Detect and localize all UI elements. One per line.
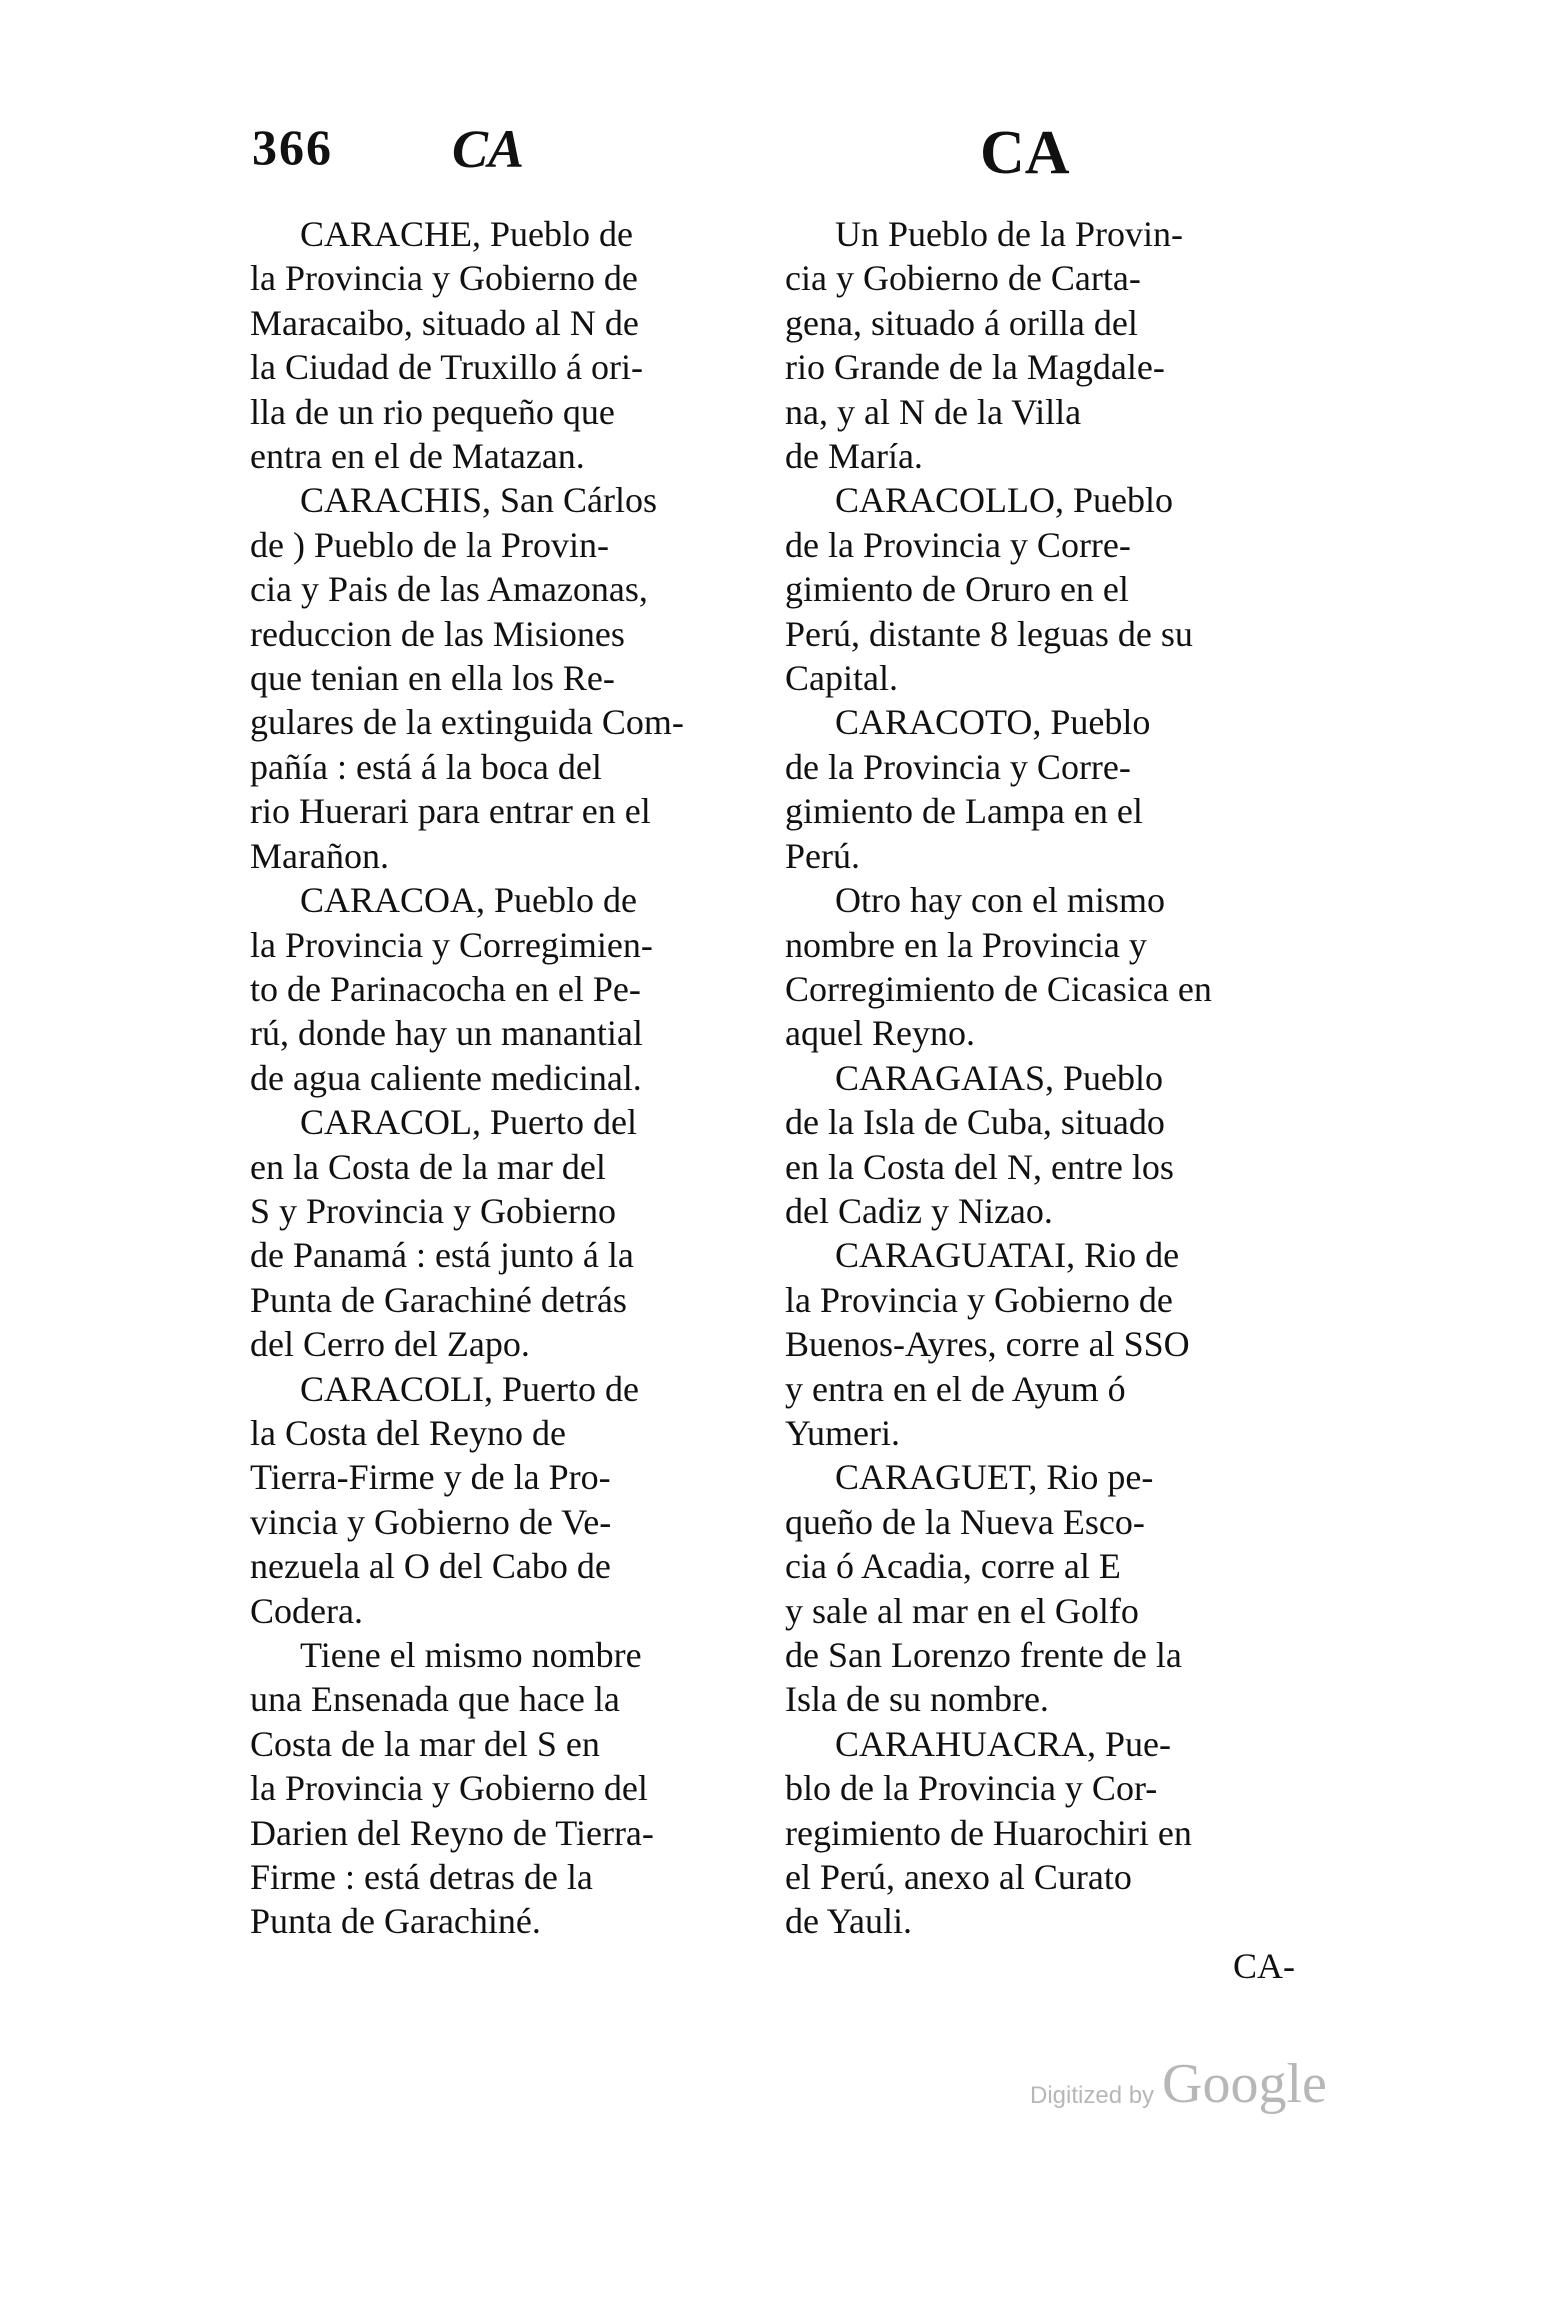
digitized-by-google-watermark — [1030, 2052, 1350, 2122]
text-line: CARAGUATAI, Rio de — [835, 1235, 1180, 1276]
text-line: Marañon. — [250, 835, 389, 876]
text-line: Firme : está detras de la — [250, 1857, 593, 1898]
text-line: de la Isla de Cuba, situado — [785, 1102, 1165, 1143]
text-line: de agua caliente medicinal. — [250, 1057, 642, 1098]
entry-caracollo — [785, 478, 1295, 522]
text-line: cia y Gobierno de Carta- — [785, 258, 1141, 299]
text-line: Darien del Reyno de Tierra- — [250, 1812, 654, 1853]
entry-carache — [250, 212, 790, 256]
text-line: gimiento de Lampa en el — [785, 791, 1143, 832]
text-line: del Cerro del Zapo. — [250, 1324, 530, 1365]
text-line: que tenian en ella los Re- — [250, 658, 615, 699]
digitized-by-label: Digitized by — [1030, 2082, 1155, 2109]
text-line: y entra en el de Ayum ó — [785, 1368, 1126, 1409]
text-line: Perú, distante 8 leguas de su — [785, 613, 1193, 654]
text-line: una Ensenada que hace la — [250, 1679, 620, 1720]
entry-caracoa-body — [250, 923, 790, 1101]
entry-caracoto-body — [785, 745, 1295, 878]
text-line: Punta de Garachiné detrás — [250, 1279, 627, 1320]
text-line: na, y al N de la Villa — [785, 391, 1082, 432]
text-line: la Costa del Reyno de — [250, 1412, 566, 1453]
text-line: blo de la Provincia y Cor- — [785, 1768, 1158, 1809]
entry-caracol — [250, 1100, 790, 1144]
text-line: to de Parinacocha en el Pe- — [250, 968, 641, 1009]
text-line: del Cadiz y Nizao. — [785, 1190, 1053, 1231]
text-line: CARAGAIAS, Pueblo — [835, 1057, 1164, 1098]
text-line: de Yauli. — [785, 1901, 913, 1942]
text-line: CARAGUET, Rio pe- — [835, 1457, 1154, 1498]
text-line: cia ó Acadia, corre al E — [785, 1546, 1121, 1587]
text-line: CARACOLI, Puerto de — [300, 1368, 639, 1409]
entry-caraguet-body — [785, 1500, 1295, 1722]
entry-caracoto — [785, 700, 1295, 744]
text-line: Tierra-Firme y de la Pro- — [250, 1457, 611, 1498]
entry-caragaias — [785, 1056, 1295, 1100]
entry-caracoli — [250, 1367, 790, 1411]
running-head-left: CA — [452, 119, 525, 179]
entry-caragaias-body — [785, 1100, 1295, 1233]
text-line: en la Costa de la mar del — [250, 1146, 606, 1187]
text-line: y sale al mar en el Golfo — [785, 1590, 1139, 1631]
text-line: rio Grande de la Magdale- — [785, 347, 1165, 388]
text-line: nezuela al O del Cabo de — [250, 1546, 611, 1587]
entry-caraguet — [785, 1455, 1295, 1499]
text-line: la Provincia y Corregimien- — [250, 924, 653, 965]
text-line: Corregimiento de Cicasica en — [785, 968, 1212, 1009]
text-line: de María. — [785, 436, 923, 477]
entry-caracoli-body — [250, 1411, 790, 1633]
entry-caraguatai — [785, 1233, 1295, 1277]
right-column — [785, 212, 1295, 1988]
entry-ensenada — [250, 1633, 790, 1677]
entry-ensenada-body — [250, 1677, 790, 1943]
text-line: entra en el de Matazan. — [250, 436, 585, 477]
text-line: de Panamá : está junto á la — [250, 1235, 634, 1276]
text-line: rú, donde hay un manantial — [250, 1013, 643, 1054]
text-line: CARACOTO, Pueblo — [835, 702, 1151, 743]
entry-carachis — [250, 478, 790, 522]
text-line: de San Lorenzo frente de la — [785, 1635, 1182, 1675]
text-line: cia y Pais de las Amazonas, — [250, 569, 648, 610]
entry-caracoa — [250, 878, 790, 922]
text-line: pañía : está á la boca del — [250, 746, 602, 787]
text-line: la Provincia y Gobierno de — [785, 1279, 1173, 1320]
text-line: CARACOL, Puerto del — [300, 1102, 637, 1143]
text-line: CARACHIS, San Cárlos — [300, 480, 658, 521]
entry-caracollo-body — [785, 523, 1295, 701]
text-line: en la Costa del N, entre los — [785, 1146, 1174, 1187]
entry-pueblo-cartagena — [785, 212, 1295, 256]
entry-carache-body — [250, 256, 790, 478]
entry-caracol-body — [250, 1145, 790, 1367]
entry-carahuacra-body — [785, 1766, 1295, 1944]
text-line: Isla de su nombre. — [785, 1679, 1049, 1720]
text-line: CARAHUACRA, Pue- — [835, 1723, 1172, 1764]
page-number: 366 — [252, 119, 333, 175]
text-line: queño de la Nueva Esco- — [785, 1501, 1145, 1542]
text-line: gulares de la extinguida Com- — [250, 702, 684, 743]
text-line: S y Provincia y Gobierno — [250, 1190, 616, 1231]
text-line: Buenos-Ayres, corre al SSO — [785, 1324, 1190, 1365]
text-line: Capital. — [785, 658, 898, 699]
text-line: la Provincia y Gobierno de — [250, 258, 638, 299]
catchword: CA- — [1233, 1945, 1295, 1986]
text-line: aquel Reyno. — [785, 1013, 975, 1054]
running-head-right: CA — [980, 119, 1070, 187]
text-line: de la Provincia y Corre- — [785, 524, 1131, 565]
text-line: el Perú, anexo al Curato — [785, 1857, 1132, 1898]
page-header — [0, 118, 1551, 198]
entry-carahuacra — [785, 1722, 1295, 1766]
text-line: CARACHE, Pueblo de — [300, 214, 633, 254]
text-line: Tiene el mismo nombre — [300, 1635, 642, 1675]
text-line: gimiento de Oruro en el — [785, 569, 1129, 610]
text-line: Yumeri. — [785, 1412, 900, 1453]
text-line: gena, situado á orilla del — [785, 302, 1138, 343]
text-line: de ) Pueblo de la Provin- — [250, 524, 609, 565]
text-line: lla de un rio pequeño que — [250, 391, 615, 432]
text-line: CARACOA, Pueblo de — [300, 880, 638, 921]
text-line: rio Huerari para entrar en el — [250, 791, 651, 832]
text-line: Otro hay con el mismo — [835, 880, 1165, 921]
text-line: Costa de la mar del S en — [250, 1723, 600, 1764]
text-line: la Provincia y Gobierno del — [250, 1768, 648, 1809]
text-line: CARACOLLO, Pueblo — [835, 480, 1174, 521]
text-line: Codera. — [250, 1590, 363, 1631]
entry-pueblo-cartagena-body — [785, 256, 1295, 478]
text-line: nombre en la Provincia y — [785, 924, 1147, 965]
text-line: Un Pueblo de la Provin- — [835, 214, 1183, 254]
left-column — [250, 212, 790, 1944]
entry-carachis-body — [250, 523, 790, 878]
entry-otro-caracoto-body — [785, 923, 1295, 1056]
google-logo: Google — [1162, 2053, 1327, 2115]
text-line: vincia y Gobierno de Ve- — [250, 1501, 612, 1542]
text-line: reduccion de las Misiones — [250, 613, 625, 654]
entry-otro-caracoto — [785, 878, 1295, 922]
text-line: regimiento de Huarochiri en — [785, 1812, 1192, 1853]
text-line: de la Provincia y Corre- — [785, 746, 1131, 787]
text-line: Perú. — [785, 835, 860, 876]
entry-caraguatai-body — [785, 1278, 1295, 1456]
text-line: Maracaibo, situado al N de — [250, 302, 639, 343]
text-line: la Ciudad de Truxillo á ori- — [250, 347, 643, 388]
text-line: Punta de Garachiné. — [250, 1901, 541, 1942]
